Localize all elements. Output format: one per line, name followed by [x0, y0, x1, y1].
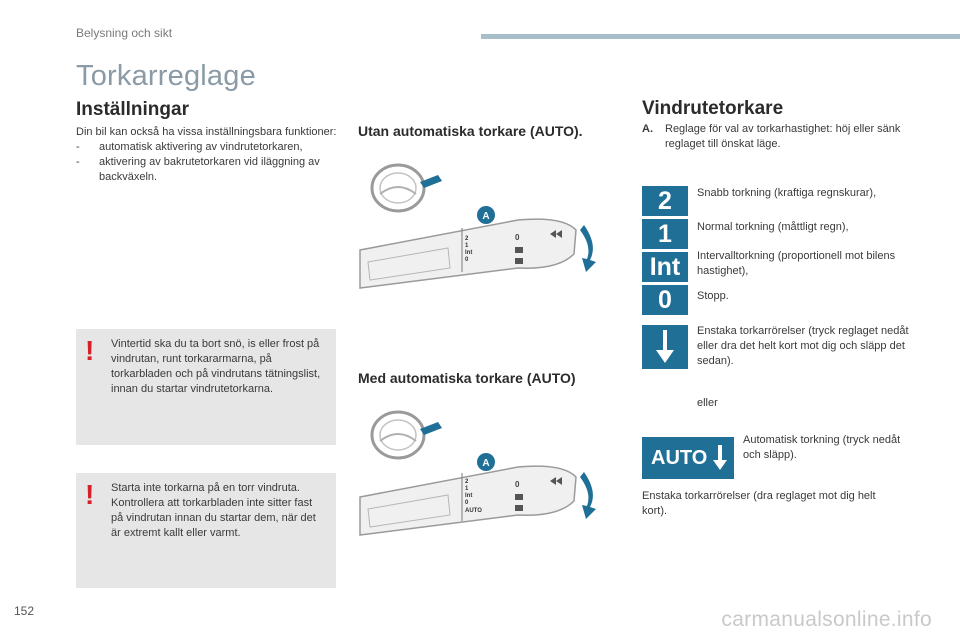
lever-mark: Int: [465, 493, 473, 499]
list-item: - aktivering av bakrutetorkaren vid iläggning av backväxeln.: [76, 156, 320, 183]
callout-label: A: [482, 458, 490, 469]
settings-intro: Din bil kan också ha vissa inställningsbara funktioner:: [76, 126, 337, 138]
warning-box-winter: [76, 329, 336, 445]
settings-list: [76, 140, 338, 185]
lever-indicator-icon: [420, 175, 442, 188]
lever-mark: 0: [465, 500, 469, 506]
without-auto-heading: Utan automatiska torkare (AUTO).: [358, 123, 583, 139]
warning-text: Vintertid ska du ta bort snö, is eller frost på vindrutan, runt torkararmarna, på torkarbladen och på vindrutans tätningslist, innan du startar vindrutetorkarna.: [111, 338, 321, 395]
mode-description: Normal torkning (måttligt regn),: [697, 221, 849, 233]
lever-mark: 0: [515, 233, 520, 242]
lever-mark: 2: [465, 236, 469, 242]
warning-icon: !: [85, 479, 95, 510]
speed-1-icon: 1: [642, 219, 688, 249]
lever-mark: 2: [465, 479, 469, 485]
page-title: Torkarreglage: [76, 60, 256, 92]
lever-mark: 1: [465, 243, 469, 249]
warning-icon: !: [85, 335, 95, 366]
settings-block: [76, 125, 338, 185]
single-wipe-note: Enstaka torkarrörelser (dra reglaget mot dig helt kort).: [642, 490, 876, 517]
callout-label: A: [482, 211, 490, 222]
lever-mark: AUTO: [465, 508, 482, 514]
stop-icon: 0: [642, 285, 688, 315]
a-label: A.: [642, 123, 653, 135]
steering-wheel-icon: [372, 165, 424, 211]
list-item: - automatisk aktivering av vindrutetorkaren,: [76, 141, 303, 153]
steering-wheel-icon: [372, 412, 424, 458]
mode-description: Stopp.: [697, 290, 729, 302]
mode-description: Snabb torkning (kraftiga regnskurar),: [697, 187, 877, 199]
or-text: eller: [697, 397, 718, 409]
lever-mark: 1: [465, 486, 469, 492]
interval-icon: Int: [642, 252, 688, 282]
rotate-arrow-icon: [580, 472, 596, 519]
lever-mark: 0: [465, 257, 469, 263]
lever-indicator-icon: [420, 422, 442, 435]
lever-mark: 0: [515, 480, 520, 489]
watermark: carmanualsonline.info: [721, 608, 932, 631]
auto-icon: [642, 437, 734, 479]
mode-description: Intervalltorkning (proportionell mot bilens hastighet),: [697, 250, 896, 277]
auto-description: Automatisk torkning (tryck nedåt och släpp).: [743, 434, 901, 461]
speed-2-icon: 2: [642, 186, 688, 216]
down-arrow-icon: [713, 445, 727, 471]
with-auto-heading: Med automatiska torkare (AUTO): [358, 370, 576, 386]
auto-label: AUTO: [651, 446, 708, 469]
windscreen-heading: Vindrutetorkare: [642, 98, 784, 119]
single-wipe-description: Enstaka torkarrörelser (tryck reglaget nedåt eller dra det helt kort mot dig och släpp det sedan).: [697, 325, 909, 367]
a-description: Reglage för val av torkarhastighet: höj eller sänk reglaget till önskat läge.: [665, 123, 901, 150]
down-arrow-icon: [642, 325, 688, 369]
settings-heading: Inställningar: [76, 99, 189, 120]
warning-text: Starta inte torkarna på en torr vindruta. Kontrollera att torkarbladen inte sitter fast på vindrutan innan du startar dem, när det är extremt kallt eller varmt.: [111, 482, 316, 539]
rotate-arrow-icon: [580, 225, 596, 272]
warning-box-dry: [76, 473, 336, 588]
section-header: Belysning och sikt: [76, 26, 173, 40]
wiper-lever-illustration: [358, 397, 608, 537]
page-number: 152: [14, 604, 35, 618]
header-bar: [481, 34, 960, 39]
lever-mark: Int: [465, 250, 473, 256]
wiper-lever-illustration: [358, 150, 608, 290]
